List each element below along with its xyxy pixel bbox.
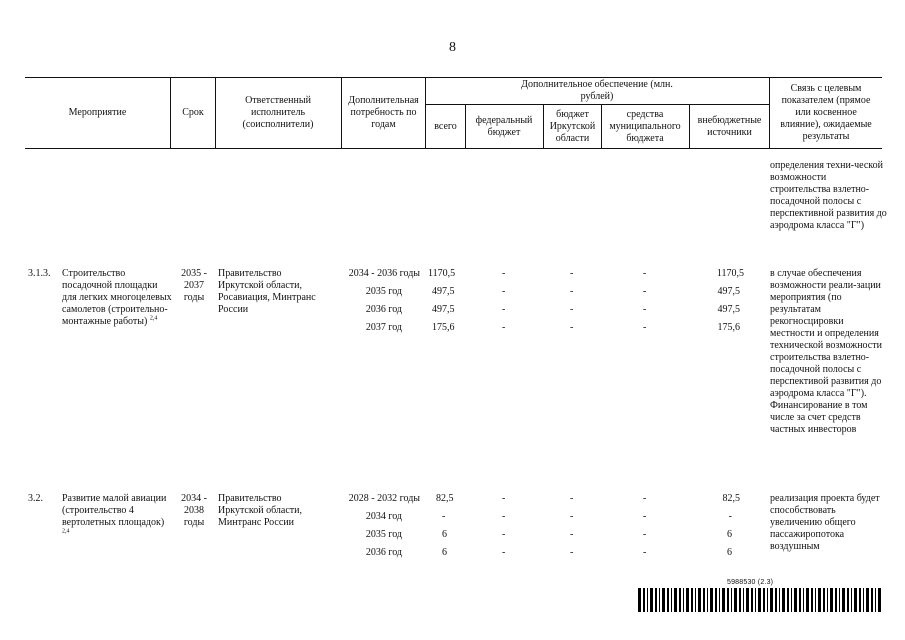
barcode-bar bbox=[731, 588, 732, 612]
barcode-bar bbox=[851, 588, 852, 612]
header-need: Дополнительная потребность по годам bbox=[348, 95, 419, 130]
value-total: - bbox=[442, 511, 446, 522]
barcode-bar bbox=[647, 588, 648, 612]
barcode-number: 5988530 (2.3) bbox=[727, 579, 774, 586]
barcode-bar bbox=[671, 588, 672, 612]
barcode-bar bbox=[679, 588, 681, 612]
page-number: 8 bbox=[449, 40, 456, 55]
year-label: 2028 - 2032 годы bbox=[348, 493, 420, 504]
barcode-bar bbox=[638, 588, 641, 612]
barcode-bar bbox=[839, 588, 840, 612]
barcode-bar bbox=[835, 588, 837, 612]
barcode-bar bbox=[707, 588, 708, 612]
value-municipal: - bbox=[643, 322, 647, 333]
barcode-bar bbox=[743, 588, 744, 612]
header-extrabudget: внебюджетные источники bbox=[697, 114, 762, 138]
barcode-bar bbox=[674, 588, 677, 612]
value-extra: 82,5 bbox=[722, 493, 740, 504]
value-municipal: - bbox=[643, 304, 647, 315]
barcode-bar bbox=[871, 588, 873, 612]
barcode-bar bbox=[763, 588, 765, 612]
barcode-bar bbox=[823, 588, 825, 612]
barcode-bar bbox=[659, 588, 660, 612]
barcode-bar bbox=[698, 588, 701, 612]
barcode-bar bbox=[695, 588, 696, 612]
row-measure-name: Строительство посадочной площадки для легких многоцелевых самолетов (строительно-монтажные работы) $^{2,4}$ bbox=[62, 268, 172, 327]
barcode-bar bbox=[662, 588, 665, 612]
barcode-bar bbox=[791, 588, 792, 612]
value-extra: 175,6 bbox=[717, 322, 740, 333]
year-label: 2036 год bbox=[365, 547, 402, 558]
header-term: Срок bbox=[182, 107, 204, 118]
value-municipal: - bbox=[643, 511, 647, 522]
value-municipal: - bbox=[643, 286, 647, 297]
value-total: 82,5 bbox=[436, 493, 454, 504]
value-total: 497,5 bbox=[432, 286, 455, 297]
barcode-bar bbox=[703, 588, 705, 612]
barcode-bar bbox=[854, 588, 857, 612]
header-measure: Мероприятие bbox=[68, 107, 127, 118]
value-regional: - bbox=[570, 304, 574, 315]
value-federal: - bbox=[502, 304, 506, 315]
header-total: всего bbox=[434, 120, 457, 132]
row-measure-name: Развитие малой авиации (строительство 4 вертолетных площадок) $^{2,4}$ bbox=[62, 493, 167, 535]
barcode-bar bbox=[859, 588, 861, 612]
header-municipal: средства муниципального бюджета bbox=[609, 108, 681, 144]
barcode-bar bbox=[815, 588, 816, 612]
barcode-bar bbox=[667, 588, 669, 612]
barcode-bar bbox=[739, 588, 741, 612]
value-extra: 497,5 bbox=[717, 304, 740, 315]
barcode-bar bbox=[655, 588, 657, 612]
value-regional: - bbox=[570, 322, 574, 333]
barcode-bar bbox=[710, 588, 713, 612]
barcode-bar bbox=[782, 588, 785, 612]
value-total: 1170,5 bbox=[428, 268, 456, 279]
row-responsible: Правительство Иркутской области, Росавиация, Минтранс России bbox=[218, 268, 316, 315]
barcode-bar bbox=[715, 588, 717, 612]
barcode-bar bbox=[779, 588, 780, 612]
barcode-bar bbox=[686, 588, 689, 612]
barcode-bar bbox=[803, 588, 804, 612]
barcode bbox=[638, 588, 884, 612]
value-federal: - bbox=[502, 286, 506, 297]
barcode-bar bbox=[719, 588, 720, 612]
header-responsible: Ответственный исполнитель (соисполнители) bbox=[242, 95, 314, 130]
row-term: 2035 - 2037 годы bbox=[181, 268, 207, 303]
value-regional: - bbox=[570, 529, 574, 540]
header-link: Связь с целевым показателем (прямое или косвенное влияние), ожидаемые результаты bbox=[780, 83, 872, 142]
value-extra: 6 bbox=[727, 547, 732, 558]
value-regional: - bbox=[570, 268, 574, 279]
header-regional: бюджет Иркутской области bbox=[549, 108, 596, 144]
header-funding-group: Дополнительное обеспечение (млн. рублей) bbox=[521, 78, 673, 102]
barcode-bar bbox=[758, 588, 761, 612]
value-municipal: - bbox=[643, 529, 647, 540]
row-number: 3.1.3. bbox=[28, 268, 51, 279]
year-label: 2037 год bbox=[365, 322, 402, 333]
value-regional: - bbox=[570, 511, 574, 522]
value-total: 497,5 bbox=[432, 304, 455, 315]
barcode-bar bbox=[755, 588, 756, 612]
barcode-bar bbox=[787, 588, 789, 612]
value-total: 175,6 bbox=[432, 322, 455, 333]
value-federal: - bbox=[502, 511, 506, 522]
barcode-bar bbox=[683, 588, 684, 612]
barcode-bar bbox=[767, 588, 768, 612]
row-term: 2034 - 2038 годы bbox=[181, 493, 207, 528]
row-link: в случае обеспечения возможности реали-зации мероприятия (по результатам рекогносцировки местности и определения технической возможности строительства взлетно-посадочной полосы с перспективой развития до аэродрома класса "Г"). Финансирование в том числе за счет средств частных инвесторов bbox=[770, 268, 882, 435]
barcode-bar bbox=[863, 588, 864, 612]
barcode-bar bbox=[878, 588, 881, 612]
value-total: 6 bbox=[442, 529, 447, 540]
row-responsible: Правительство Иркутской области, Минтранс России bbox=[218, 493, 302, 528]
barcode-bar bbox=[875, 588, 876, 612]
year-label: 2035 год bbox=[365, 286, 402, 297]
row-link: реализация проекта будет способствовать увеличению общего пассажиропотока воздушным bbox=[770, 493, 880, 552]
value-extra: 1170,5 bbox=[716, 268, 744, 279]
barcode-bar bbox=[727, 588, 729, 612]
value-total: 6 bbox=[442, 547, 447, 558]
value-extra: 6 bbox=[727, 529, 732, 540]
value-municipal: - bbox=[643, 493, 647, 504]
barcode-bar bbox=[650, 588, 653, 612]
value-extra: 497,5 bbox=[717, 286, 740, 297]
barcode-bar bbox=[775, 588, 777, 612]
barcode-bar bbox=[734, 588, 737, 612]
row-number: 3.2. bbox=[28, 493, 43, 504]
barcode-bar bbox=[811, 588, 813, 612]
value-federal: - bbox=[502, 493, 506, 504]
barcode-bar bbox=[746, 588, 749, 612]
barcode-bar bbox=[751, 588, 753, 612]
value-municipal: - bbox=[643, 268, 647, 279]
value-federal: - bbox=[502, 268, 506, 279]
barcode-bar bbox=[842, 588, 845, 612]
barcode-bar bbox=[806, 588, 809, 612]
value-federal: - bbox=[502, 547, 506, 558]
year-label: 2035 год bbox=[365, 529, 402, 540]
value-regional: - bbox=[570, 547, 574, 558]
value-municipal: - bbox=[643, 547, 647, 558]
barcode-bar bbox=[799, 588, 801, 612]
barcode-bar bbox=[818, 588, 821, 612]
barcode-bar bbox=[866, 588, 869, 612]
table-header bbox=[25, 77, 882, 149]
value-federal: - bbox=[502, 322, 506, 333]
year-label: 2036 год bbox=[365, 304, 402, 315]
barcode-bar bbox=[827, 588, 828, 612]
value-regional: - bbox=[570, 286, 574, 297]
continuation-text: определения техни-ческой возможности строительства взлетно-посадочной полосы с перспективной развития до аэродрома класса "Г") bbox=[770, 160, 887, 231]
barcode-bar bbox=[691, 588, 693, 612]
barcode-bar bbox=[643, 588, 645, 612]
barcode-bar bbox=[847, 588, 849, 612]
value-federal: - bbox=[502, 529, 506, 540]
value-extra: - bbox=[728, 511, 732, 522]
year-label: 2034 год bbox=[365, 511, 402, 522]
barcode-bar bbox=[770, 588, 773, 612]
value-regional: - bbox=[570, 493, 574, 504]
header-federal: федеральный бюджет bbox=[475, 114, 533, 138]
barcode-bar bbox=[830, 588, 833, 612]
barcode-bar bbox=[794, 588, 797, 612]
year-label: 2034 - 2036 годы bbox=[348, 268, 420, 279]
barcode-bar bbox=[722, 588, 725, 612]
